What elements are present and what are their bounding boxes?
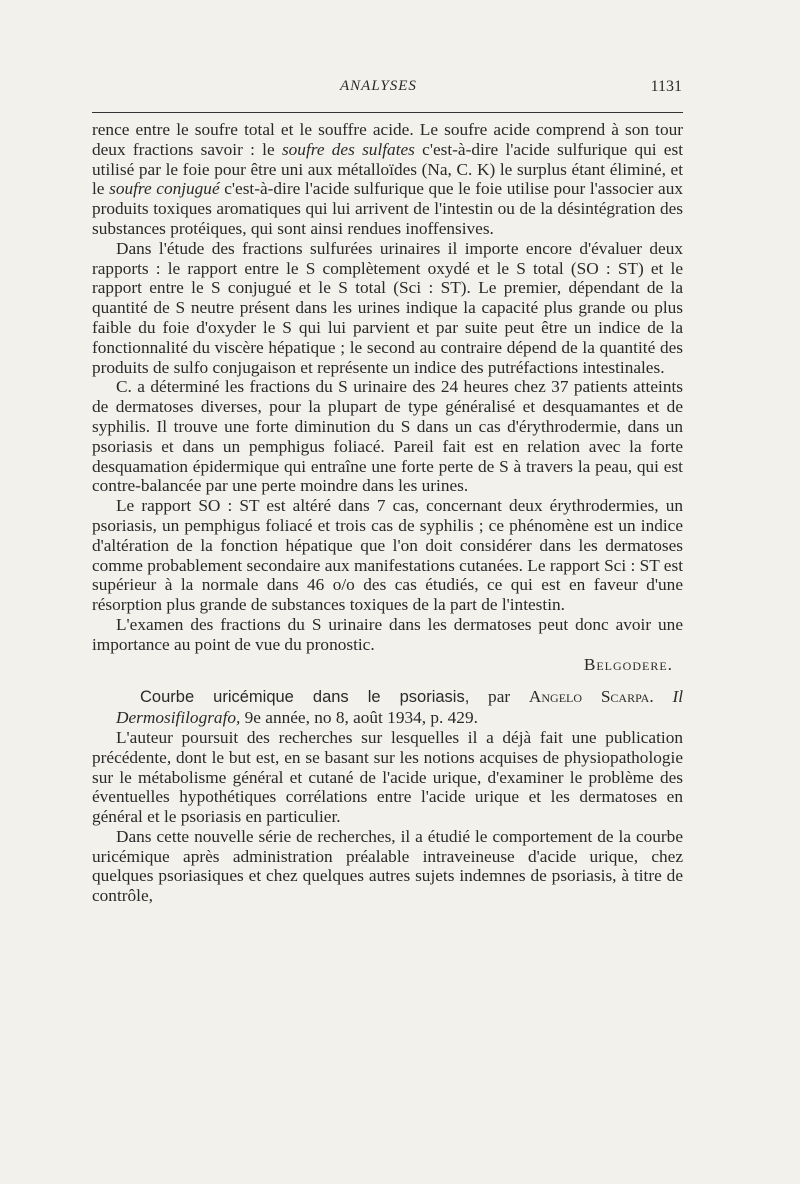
paragraph-1-start: rence entre le soufre total et le souffre acide. Le soufre acide comprend à son tour deux fractions savoir : le	[92, 120, 683, 159]
paragraph-1-end: c'est-à-dire l'acide sulfurique que le foie utilise pour l'associer aux produits toxiques aromatiques qui lui arrivent de l'intestin ou de la désintégration des substances protéiques, qui sont ainsi rendues inoffensives.	[92, 179, 683, 238]
paragraph-1-term-conjugue: soufre conjugué	[109, 179, 220, 199]
article-entry	[92, 687, 683, 728]
paragraph-4: Le rapport SO : ST est altéré dans 7 cas, concernant deux érythrodermies, un psoriasis, un pemphigus foliacé et trois cas de syphilis ; ce phénomène est un indice d'altération de la fonction hépatique que l'on doit considérer dans les dermatoses comme probablement secondaire aux manifestations cutanées. Le rapport Sci : ST est supérieur à la normale dans 46 o/o des cas étudiés, ce qui est en faveur d'une résorption plus grande de substances toxiques de la part de l'intestin.	[92, 496, 683, 615]
header-rule	[92, 112, 683, 113]
paragraph-3: C. a déterminé les fractions du S urinaire des 24 heures chez 37 patients atteints de dermatoses diverses, pour la plupart de type généralisé et desquamantes et de syphilis. Il trouve une forte diminution du S dans un cas d'érythrodermie, dans un psoriasis et dans un pemphigus foliacé. Pareil fait est en relation avec la forte desquamation épidermique qui entraîne une forte perte de S à travers la peau, qui est contre-balancée par une perte moindre dans les urines.	[92, 377, 683, 496]
page-number: 1131	[650, 78, 682, 95]
paragraph-2: Dans l'étude des fractions sulfurées urinaires il importe encore d'évaluer deux rapports : le rapport entre le S complètement oxydé et le S total (SO : ST) et le rapport entre le S conjugué et le S total (Sci : ST). Le premier, dépendant de la quantité de S neutre présent dans les urines indique la capacité plus grande ou plus faible du foie d'oxyder le S qui lui parvient et par suite peut être un indice de la fonctionnalité du viscère hépatique ; le second au contraire dépend de la quantité des produits de sulfo conjugaison et représente un indice des putréfactions intestinales.	[92, 238, 683, 377]
article-by: par	[469, 687, 529, 707]
paragraph-6: L'auteur poursuit des recherches sur lesquelles il a déjà fait une publication précédente, dont le but est, en se basant sur les notions acquises de physiopathologie sur le métabolisme général et cutané de l'acide urique, d'examiner le problème des éventuelles hypothétiques corrélations entre l'acide urique et les dermatoses en général et le psoriasis en particulier.	[92, 727, 683, 827]
article-title: Courbe uricémique dans le psoriasis,	[140, 688, 470, 707]
article-journal: Il Dermosifilografo,	[116, 687, 683, 728]
paragraph-1-term-sulfates: soufre des sulfates	[281, 139, 415, 159]
paragraph-1-middle: c'est-à-dire l'acide sulfurique qui est utilisé par le foie pour être uni aux métalloïdes (Na, C. K) le surplus étant éliminé, et le	[92, 139, 683, 199]
section-gap	[92, 674, 683, 687]
article-separator: .	[649, 687, 673, 707]
article-details: 9e année, no 8, août 1934, p. 429.	[240, 708, 478, 728]
paragraph-7: Dans cette nouvelle série de recherches, il a étudié le comportement de la courbe uricémique après administration préalable intraveineuse d'acide urique, chez quelques psoriasiques et chez quelques autres sujets indemnes de psoriasis, à titre de contrôle,	[92, 826, 683, 906]
article-author: Angelo Scarpa	[528, 687, 650, 707]
running-head	[0, 78, 800, 102]
body-text	[92, 120, 683, 906]
paragraph-1	[92, 120, 683, 239]
running-head-title: ANALYSES	[340, 78, 417, 94]
paragraph-5: L'examen des fractions du S urinaire dans les dermatoses peut donc avoir une importance au point de vue du pronostic.	[92, 614, 683, 654]
signature: Belgodere.	[583, 654, 673, 674]
